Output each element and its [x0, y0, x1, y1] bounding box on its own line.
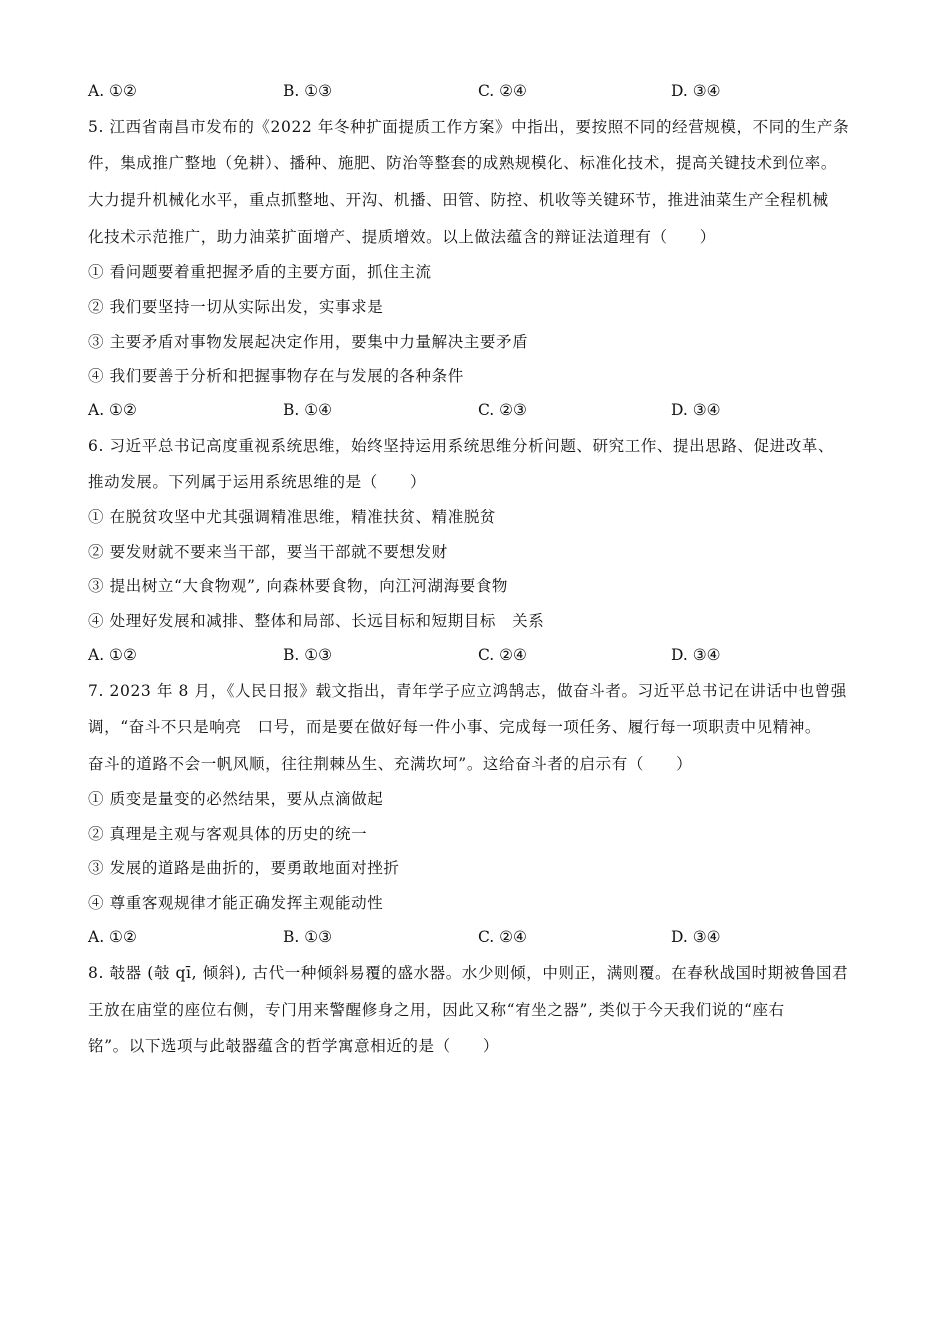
q5-option-b[interactable]: B. ①④	[283, 401, 333, 419]
q5-stem-line-1: 5. 江西省南昌市发布的《2022 年冬种扩面提质工作方案》中指出，要按照不同的经营规模，不同的生产条	[88, 118, 850, 136]
q5-stem-line-2: 件，集成推广整地（免耕）、播种、施肥、防治等整套的成熟规模化、标准化技术，提高关键技术到位率。	[88, 154, 837, 172]
q7-option-b[interactable]: B. ①③	[283, 928, 333, 946]
q6-stem-line-1: 6. 习近平总书记高度重视系统思维，始终坚持运用系统思维分析问题、研究工作、提出思路、促进改革、	[88, 437, 835, 455]
q4-option-d[interactable]: D. ③④	[671, 82, 721, 100]
q7-statement-2: ② 真理是主观与客观具体的历史的统一	[88, 825, 368, 843]
q6-option-b[interactable]: B. ①③	[283, 646, 333, 664]
q4-option-c[interactable]: C. ②④	[478, 82, 527, 100]
q5-options	[88, 400, 868, 420]
q5-statement-1: ① 看问题要着重把握矛盾的主要方面，抓住主流	[88, 263, 432, 281]
q6-options	[88, 645, 868, 665]
q5-stem-line-3: 大力提升机械化水平，重点抓整地、开沟、机播、田管、防控、机收等关键环节，推进油菜生产全程机械	[88, 191, 829, 209]
q7-option-a[interactable]: A. ①②	[88, 928, 137, 946]
q7-statement-4: ④ 尊重客观规律才能正确发挥主观能动性	[88, 894, 384, 912]
q5-stem-line-4: 化技术示范推广，助力油菜扩面增产、提质增效。以上做法蕴含的辩证法道理有（ ）	[88, 228, 716, 246]
q6-option-d[interactable]: D. ③④	[671, 646, 721, 664]
q5-statement-4: ④ 我们要善于分析和把握事物存在与发展的各种条件	[88, 367, 464, 385]
q5-option-c[interactable]: C. ②③	[478, 401, 527, 419]
q5-option-a[interactable]: A. ①②	[88, 401, 137, 419]
q8-stem-line-3: 铭”。以下选项与此攲器蕴含的哲学寓意相近的是（ ）	[88, 1037, 500, 1055]
q6-option-c[interactable]: C. ②④	[478, 646, 527, 664]
q8-stem-line-1: 8. 攲器 (攲 qī, 倾斜), 古代一种倾斜易覆的盛水器。水少则倾，中则正，满则覆。在春秋战国时期被鲁国君	[88, 964, 849, 982]
q6-stem-line-2: 推动发展。下列属于运用系统思维的是（ ）	[88, 473, 427, 491]
q5-statement-3: ③ 主要矛盾对事物发展起决定作用，要集中力量解决主要矛盾	[88, 333, 529, 351]
q6-option-a[interactable]: A. ①②	[88, 646, 137, 664]
q6-statement-4: ④ 处理好发展和减排、整体和局部、长远目标和短期目标 关系	[88, 612, 545, 630]
q5-option-d[interactable]: D. ③④	[671, 401, 721, 419]
q8-stem-line-2: 王放在庙堂的座位右侧，专门用来警醒修身之用，因此又称“宥坐之器”, 类似于今天我们说的“座右	[88, 1001, 785, 1019]
q6-statement-3: ③ 提出树立“大食物观”, 向森林要食物，向江河湖海要食物	[88, 577, 509, 595]
q7-statement-1: ① 质变是量变的必然结果，要从点滴做起	[88, 790, 384, 808]
q5-statement-2: ② 我们要坚持一切从实际出发，实事求是	[88, 298, 384, 316]
q7-option-c[interactable]: C. ②④	[478, 928, 527, 946]
q7-stem-line-2: 调，“奋斗不只是响亮 口号，而是要在做好每一件小事、完成每一项任务、履行每一项职责中见精神。	[88, 718, 822, 736]
q7-options	[88, 927, 868, 947]
q7-stem-line-1: 7. 2023 年 8 月，《人民日报》载文指出，青年学子应立鸿鹄志，做奋斗者。习近平总书记在讲话中也曾强	[88, 682, 847, 700]
q7-stem-line-3: 奋斗的道路不会一帆风顺，往往荆棘丛生、充满坎坷”。这给奋斗者的启示有（ ）	[88, 755, 693, 773]
q7-option-d[interactable]: D. ③④	[671, 928, 721, 946]
q4-option-a[interactable]: A. ①②	[88, 82, 137, 100]
q6-statement-2: ② 要发财就不要来当干部，要当干部就不要想发财	[88, 543, 448, 561]
q4-option-b[interactable]: B. ①③	[283, 82, 333, 100]
q6-statement-1: ① 在脱贫攻坚中尤其强调精准思维，精准扶贫、精准脱贫	[88, 508, 497, 526]
q7-statement-3: ③ 发展的道路是曲折的，要勇敢地面对挫折	[88, 859, 400, 877]
q4-options	[88, 81, 868, 101]
